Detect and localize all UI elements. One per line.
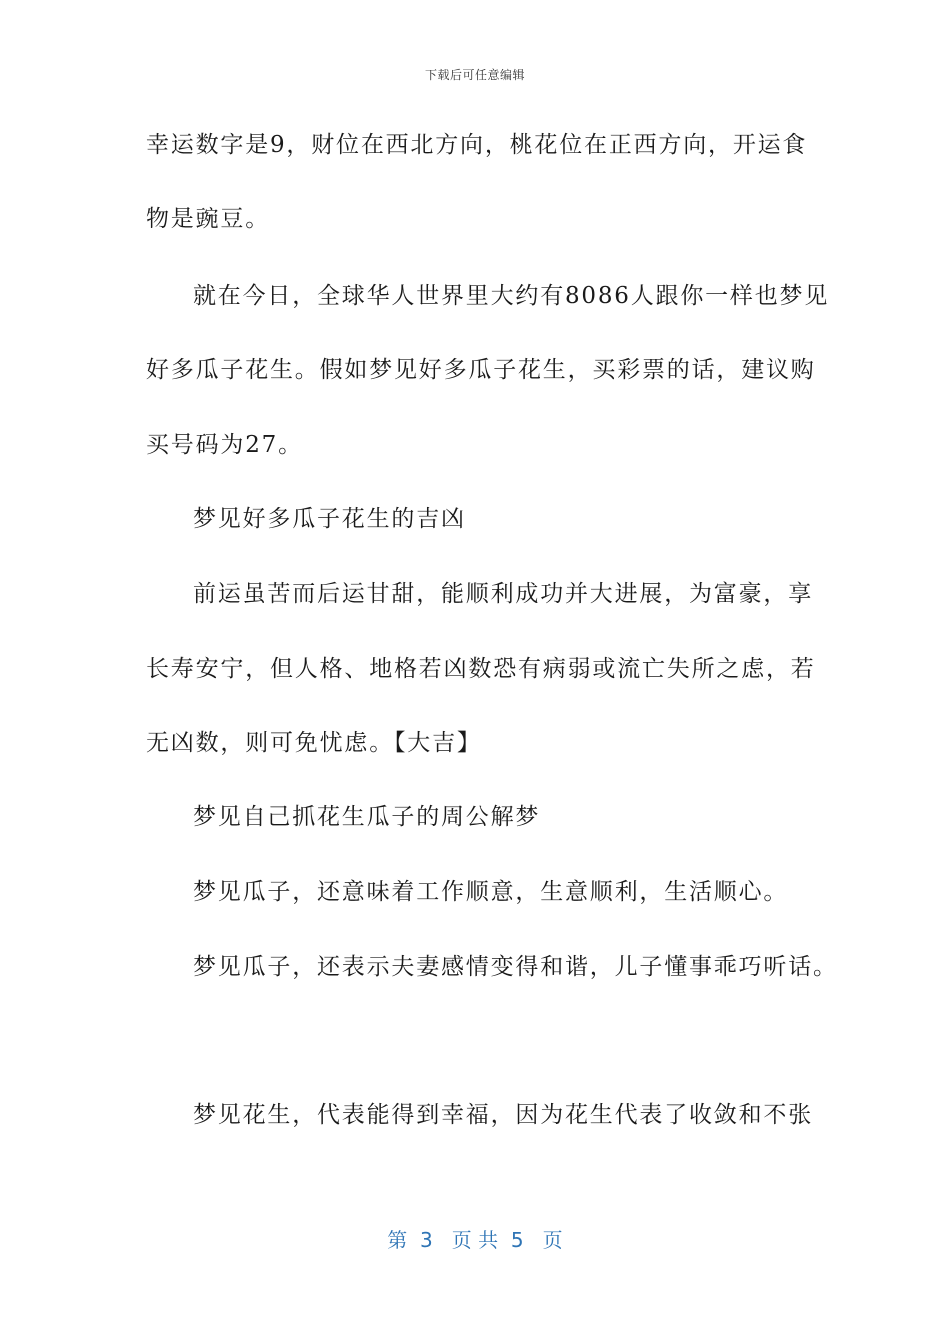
- body-line-3: 就在今日，全球华人世界里大约有8086人跟你一样也梦见: [193, 283, 830, 309]
- body-line-2: 物是豌豆。: [146, 206, 270, 232]
- body-line-7: 前运虽苦而后运甘甜，能顺利成功并大进展，为富豪，享: [193, 581, 813, 607]
- section-heading-1: 梦见好多瓜子花生的吉凶: [193, 506, 466, 532]
- body-line-13: 梦见花生，代表能得到幸福，因为花生代表了收敛和不张: [193, 1102, 813, 1128]
- body-line-5: 买号码为27。: [146, 432, 303, 458]
- body-line-1: 幸运数字是9，财位在西北方向，桃花位在正西方向，开运食: [146, 132, 808, 158]
- body-line-12: 梦见瓜子，还表示夫妻感情变得和谐，儿子懂事乖巧听话。: [193, 954, 838, 980]
- page-footer: 第 3 页 共 5 页: [387, 1228, 563, 1252]
- body-line-4: 好多瓜子花生。假如梦见好多瓜子花生，买彩票的话，建议购: [146, 357, 816, 383]
- body-line-9: 无凶数，则可免忧虑。【大吉】: [146, 730, 482, 756]
- section-heading-2: 梦见自己抓花生瓜子的周公解梦: [193, 804, 541, 830]
- body-line-8: 长寿安宁，但人格、地格若凶数恐有病弱或流亡失所之虑，若: [146, 656, 816, 682]
- body-line-11: 梦见瓜子，还意味着工作顺意，生意顺利，生活顺心。: [193, 879, 789, 905]
- page-header: 下载后可任意编辑: [424, 68, 525, 82]
